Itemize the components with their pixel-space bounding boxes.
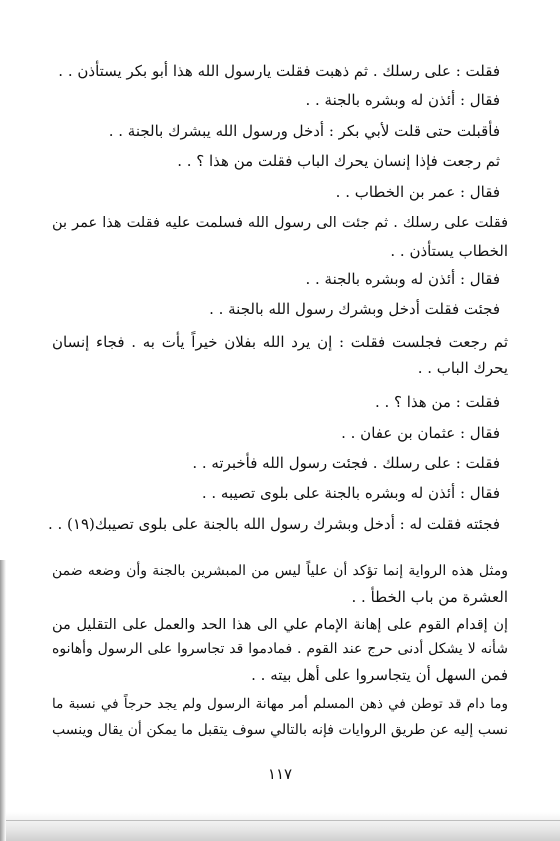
text-line: فجئت فقلت أدخل وبشرك رسول الله بالجنة . . bbox=[209, 300, 500, 318]
page-number: ١١٧ bbox=[267, 765, 293, 783]
text-line: ثم رجعت فجلست فقلت : إن يرد الله بفلان خيراً يأت به . فجاء إنسان bbox=[52, 333, 508, 351]
text-line: العشرة من باب الخطأ . . bbox=[351, 588, 508, 606]
text-line: فقال : أئذن له وبشره بالجنة . . bbox=[305, 270, 500, 288]
text-line: ثم رجعت فإذا إنسان يحرك الباب فقلت من هذا ؟ . . bbox=[177, 152, 500, 170]
text-line: ومثل هذه الرواية إنما تؤكد أن علياً ليس من المبشرين بالجنة وأن وضعه ضمن bbox=[52, 563, 508, 579]
text-line: وما دام قد توطن في ذهن المسلم أمر مهانة الرسول ولم يجد حرجاً في نسبة ما bbox=[52, 696, 508, 712]
text-line: فمن السهل أن يتجاسروا على أهل بيته . . bbox=[251, 666, 508, 684]
scan-shadow bbox=[0, 560, 6, 841]
text-line: يحرك الباب . . bbox=[417, 359, 508, 377]
text-line: فقلت : من هذا ؟ . . bbox=[374, 393, 500, 411]
page-edge bbox=[6, 820, 560, 821]
text-line: فأقبلت حتى قلت لأبي بكر : أدخل ورسول الله يبشرك بالجنة . . bbox=[108, 122, 500, 140]
text-line: فجئته فقلت له : أدخل وبشرك رسول الله بالجنة على بلوى تصيبك(١٩) . . bbox=[47, 515, 500, 533]
text-line: فقال : عثمان بن عفان . . bbox=[341, 424, 500, 442]
text-line: فقلت على رسلك . ثم جئت الى رسول الله فسلمت عليه فقلت هذا عمر بن bbox=[52, 215, 508, 231]
text-line: فقال : أئذن له وبشره بالجنة . . bbox=[305, 91, 500, 109]
text-line: فقلت : على رسلك . ثم ذهبت فقلت يارسول الله هذا أبو بكر يستأذن . . bbox=[58, 62, 500, 80]
text-line: شأنه لا يشكل أدنى حرج عند القوم . فمادموا قد تجاسروا على الرسول وأهانوه bbox=[52, 641, 508, 657]
scan-shadow bbox=[0, 812, 560, 841]
text-line: نسب إليه عن طريق الروايات فإنه بالتالي سوف يتقبل ما يمكن أن يقال وينسب bbox=[52, 722, 508, 738]
text-line: الخطاب يستأذن . . bbox=[390, 242, 508, 260]
text-line: فقال : عمر بن الخطاب . . bbox=[335, 183, 500, 201]
text-line: فقال : أئذن له وبشره بالجنة على بلوى تصيبه . . bbox=[201, 484, 500, 502]
text-line: إن إقدام القوم على إهانة الإمام علي الى هذا الحد والعمل على التقليل من bbox=[52, 617, 508, 633]
text-line: فقلت : على رسلك . فجئت رسول الله فأخبرته . . bbox=[192, 454, 500, 472]
